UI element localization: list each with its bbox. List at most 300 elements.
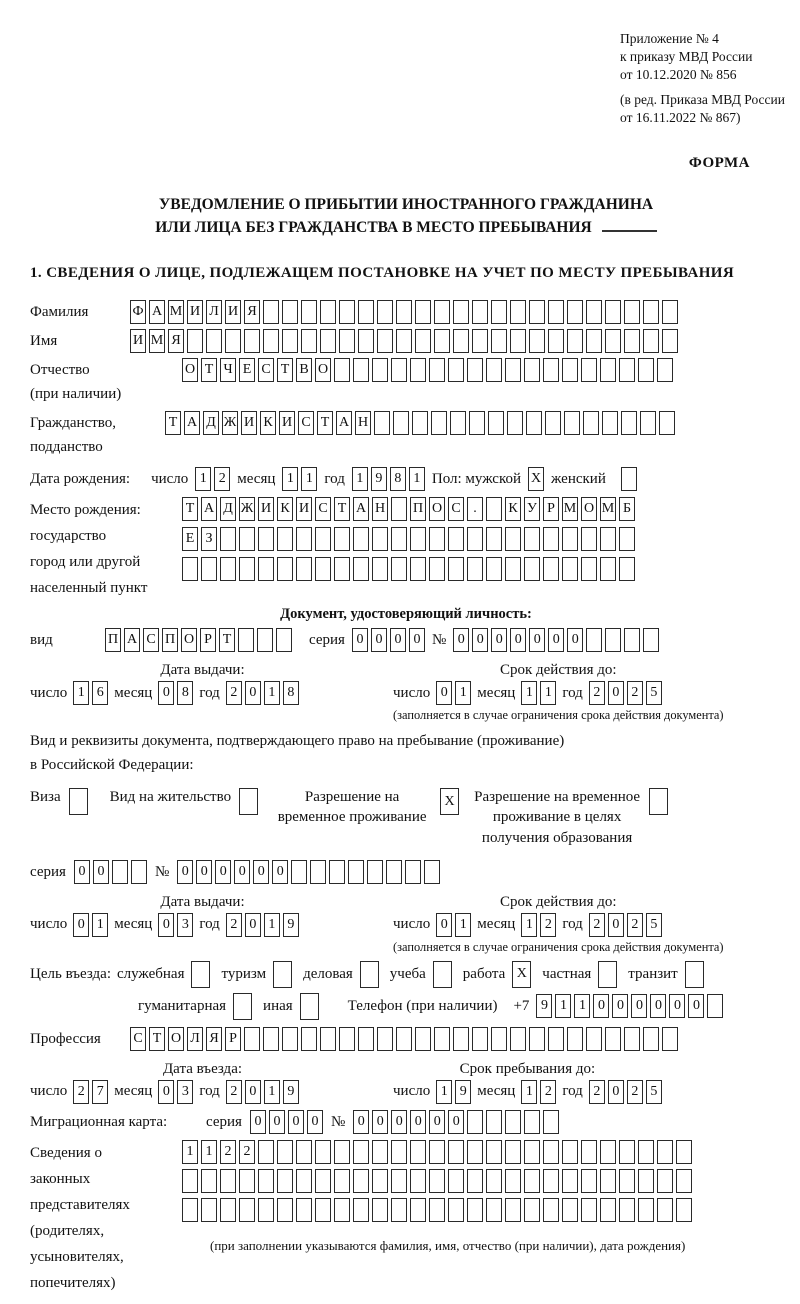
- char-cell[interactable]: Т: [201, 358, 217, 382]
- char-cell[interactable]: 0: [608, 1080, 624, 1104]
- char-cell[interactable]: [393, 411, 409, 435]
- char-cell[interactable]: О: [429, 497, 445, 521]
- char-cell[interactable]: Л: [206, 300, 222, 324]
- char-cell[interactable]: [372, 1169, 388, 1193]
- char-cell[interactable]: А: [353, 497, 369, 521]
- char-cell[interactable]: [372, 358, 388, 382]
- char-cell[interactable]: 0: [93, 860, 109, 884]
- char-cell[interactable]: [429, 527, 445, 551]
- char-cell[interactable]: [643, 628, 659, 652]
- char-cell[interactable]: [486, 1110, 502, 1134]
- char-cell[interactable]: [453, 1027, 469, 1051]
- char-cell[interactable]: [643, 329, 659, 353]
- char-cell[interactable]: [638, 358, 654, 382]
- char-cell[interactable]: [258, 557, 274, 581]
- char-cell[interactable]: [486, 527, 502, 551]
- char-cell[interactable]: [507, 411, 523, 435]
- char-cell[interactable]: [448, 358, 464, 382]
- char-cell[interactable]: [486, 1198, 502, 1222]
- char-cell[interactable]: Т: [182, 497, 198, 521]
- char-cell[interactable]: [448, 557, 464, 581]
- char-cell[interactable]: 1: [521, 1080, 537, 1104]
- char-cell[interactable]: [410, 527, 426, 551]
- char-cell[interactable]: [244, 329, 260, 353]
- char-cell[interactable]: [391, 1169, 407, 1193]
- char-cell[interactable]: [329, 860, 345, 884]
- char-cell[interactable]: [643, 1027, 659, 1051]
- char-cell[interactable]: [448, 527, 464, 551]
- char-cell[interactable]: 1: [73, 681, 89, 705]
- char-cell[interactable]: 0: [215, 860, 231, 884]
- char-cell[interactable]: 2: [589, 1080, 605, 1104]
- char-cell[interactable]: [529, 300, 545, 324]
- char-cell[interactable]: [685, 961, 704, 988]
- char-cell[interactable]: .: [467, 497, 483, 521]
- char-cell[interactable]: [567, 1027, 583, 1051]
- char-cell[interactable]: 1: [264, 1080, 280, 1104]
- char-cell[interactable]: 0: [688, 994, 704, 1018]
- char-cell[interactable]: И: [258, 497, 274, 521]
- char-cell[interactable]: [581, 527, 597, 551]
- char-cell[interactable]: [467, 1169, 483, 1193]
- char-cell[interactable]: 8: [177, 681, 193, 705]
- char-cell[interactable]: Т: [219, 628, 235, 652]
- char-cell[interactable]: [374, 411, 390, 435]
- char-cell[interactable]: [600, 1169, 616, 1193]
- char-cell[interactable]: X: [528, 467, 544, 491]
- char-cell[interactable]: 9: [371, 467, 387, 491]
- char-cell[interactable]: Р: [200, 628, 216, 652]
- char-cell[interactable]: [263, 300, 279, 324]
- char-cell[interactable]: 1: [574, 994, 590, 1018]
- char-cell[interactable]: [491, 1027, 507, 1051]
- char-cell[interactable]: [239, 788, 258, 815]
- char-cell[interactable]: 0: [472, 628, 488, 652]
- char-cell[interactable]: [396, 1027, 412, 1051]
- char-cell[interactable]: [296, 527, 312, 551]
- char-cell[interactable]: П: [162, 628, 178, 652]
- char-cell[interactable]: [543, 1169, 559, 1193]
- char-cell[interactable]: [662, 1027, 678, 1051]
- char-cell[interactable]: [657, 358, 673, 382]
- char-cell[interactable]: [562, 557, 578, 581]
- char-cell[interactable]: [491, 329, 507, 353]
- char-cell[interactable]: [391, 527, 407, 551]
- char-cell[interactable]: [367, 860, 383, 884]
- char-cell[interactable]: Н: [355, 411, 371, 435]
- char-cell[interactable]: [505, 1169, 521, 1193]
- char-cell[interactable]: [358, 300, 374, 324]
- char-cell[interactable]: [586, 1027, 602, 1051]
- char-cell[interactable]: 2: [540, 1080, 556, 1104]
- char-cell[interactable]: [505, 527, 521, 551]
- char-cell[interactable]: [638, 1140, 654, 1164]
- char-cell[interactable]: [657, 1140, 673, 1164]
- char-cell[interactable]: [182, 1169, 198, 1193]
- char-cell[interactable]: 0: [158, 913, 174, 937]
- char-cell[interactable]: [300, 993, 319, 1020]
- char-cell[interactable]: [562, 1198, 578, 1222]
- char-cell[interactable]: [334, 527, 350, 551]
- char-cell[interactable]: [605, 628, 621, 652]
- char-cell[interactable]: 0: [453, 628, 469, 652]
- char-cell[interactable]: [640, 411, 656, 435]
- char-cell[interactable]: [372, 1198, 388, 1222]
- char-cell[interactable]: [472, 300, 488, 324]
- char-cell[interactable]: [353, 527, 369, 551]
- char-cell[interactable]: 1: [264, 913, 280, 937]
- char-cell[interactable]: 8: [283, 681, 299, 705]
- char-cell[interactable]: [486, 1140, 502, 1164]
- char-cell[interactable]: [429, 1169, 445, 1193]
- char-cell[interactable]: [543, 1198, 559, 1222]
- char-cell[interactable]: [296, 1198, 312, 1222]
- char-cell[interactable]: [581, 557, 597, 581]
- char-cell[interactable]: 3: [177, 913, 193, 937]
- char-cell[interactable]: [581, 1198, 597, 1222]
- char-cell[interactable]: В: [296, 358, 312, 382]
- char-cell[interactable]: [239, 1198, 255, 1222]
- char-cell[interactable]: 0: [250, 1110, 266, 1134]
- char-cell[interactable]: 1: [201, 1140, 217, 1164]
- char-cell[interactable]: [282, 1027, 298, 1051]
- char-cell[interactable]: [510, 1027, 526, 1051]
- char-cell[interactable]: 0: [158, 1080, 174, 1104]
- char-cell[interactable]: [405, 860, 421, 884]
- char-cell[interactable]: [334, 557, 350, 581]
- char-cell[interactable]: [339, 329, 355, 353]
- char-cell[interactable]: 0: [608, 681, 624, 705]
- char-cell[interactable]: [276, 628, 292, 652]
- char-cell[interactable]: [524, 557, 540, 581]
- char-cell[interactable]: 2: [589, 913, 605, 937]
- char-cell[interactable]: 1: [282, 467, 298, 491]
- char-cell[interactable]: [567, 300, 583, 324]
- char-cell[interactable]: [638, 1198, 654, 1222]
- char-cell[interactable]: [358, 1027, 374, 1051]
- char-cell[interactable]: [391, 1198, 407, 1222]
- char-cell[interactable]: [453, 300, 469, 324]
- char-cell[interactable]: 6: [92, 681, 108, 705]
- char-cell[interactable]: [524, 1169, 540, 1193]
- char-cell[interactable]: [676, 1140, 692, 1164]
- char-cell[interactable]: И: [241, 411, 257, 435]
- char-cell[interactable]: 1: [301, 467, 317, 491]
- char-cell[interactable]: 2: [226, 913, 242, 937]
- char-cell[interactable]: [239, 557, 255, 581]
- char-cell[interactable]: [220, 527, 236, 551]
- char-cell[interactable]: 2: [540, 913, 556, 937]
- char-cell[interactable]: [415, 329, 431, 353]
- char-cell[interactable]: [583, 411, 599, 435]
- char-cell[interactable]: 0: [567, 628, 583, 652]
- char-cell[interactable]: [334, 358, 350, 382]
- char-cell[interactable]: [315, 527, 331, 551]
- char-cell[interactable]: С: [130, 1027, 146, 1051]
- char-cell[interactable]: [244, 1027, 260, 1051]
- char-cell[interactable]: Т: [277, 358, 293, 382]
- char-cell[interactable]: Д: [203, 411, 219, 435]
- char-cell[interactable]: 1: [436, 1080, 452, 1104]
- char-cell[interactable]: 0: [391, 1110, 407, 1134]
- char-cell[interactable]: [545, 411, 561, 435]
- char-cell[interactable]: 5: [646, 913, 662, 937]
- char-cell[interactable]: 1: [455, 913, 471, 937]
- char-cell[interactable]: [562, 1140, 578, 1164]
- char-cell[interactable]: [258, 1140, 274, 1164]
- char-cell[interactable]: [187, 329, 203, 353]
- char-cell[interactable]: А: [184, 411, 200, 435]
- char-cell[interactable]: М: [149, 329, 165, 353]
- char-cell[interactable]: 1: [555, 994, 571, 1018]
- char-cell[interactable]: [206, 329, 222, 353]
- char-cell[interactable]: [505, 358, 521, 382]
- char-cell[interactable]: [524, 1198, 540, 1222]
- char-cell[interactable]: 0: [612, 994, 628, 1018]
- char-cell[interactable]: [602, 411, 618, 435]
- char-cell[interactable]: [543, 557, 559, 581]
- char-cell[interactable]: [467, 1198, 483, 1222]
- char-cell[interactable]: [238, 628, 254, 652]
- char-cell[interactable]: [320, 300, 336, 324]
- char-cell[interactable]: А: [124, 628, 140, 652]
- char-cell[interactable]: [619, 527, 635, 551]
- char-cell[interactable]: [353, 557, 369, 581]
- char-cell[interactable]: 3: [177, 1080, 193, 1104]
- char-cell[interactable]: Т: [149, 1027, 165, 1051]
- char-cell[interactable]: 2: [627, 681, 643, 705]
- char-cell[interactable]: [543, 1110, 559, 1134]
- char-cell[interactable]: [624, 300, 640, 324]
- char-cell[interactable]: [524, 1140, 540, 1164]
- char-cell[interactable]: 0: [669, 994, 685, 1018]
- char-cell[interactable]: А: [201, 497, 217, 521]
- char-cell[interactable]: О: [182, 358, 198, 382]
- char-cell[interactable]: [543, 1140, 559, 1164]
- char-cell[interactable]: 0: [548, 628, 564, 652]
- char-cell[interactable]: Б: [619, 497, 635, 521]
- char-cell[interactable]: [391, 358, 407, 382]
- char-cell[interactable]: Я: [244, 300, 260, 324]
- char-cell[interactable]: [258, 1169, 274, 1193]
- char-cell[interactable]: 0: [158, 681, 174, 705]
- char-cell[interactable]: [600, 1198, 616, 1222]
- char-cell[interactable]: [621, 467, 637, 491]
- char-cell[interactable]: [429, 557, 445, 581]
- char-cell[interactable]: [415, 1027, 431, 1051]
- char-cell[interactable]: [564, 411, 580, 435]
- char-cell[interactable]: [662, 329, 678, 353]
- char-cell[interactable]: [486, 497, 502, 521]
- char-cell[interactable]: [707, 994, 723, 1018]
- char-cell[interactable]: С: [298, 411, 314, 435]
- char-cell[interactable]: [524, 1110, 540, 1134]
- char-cell[interactable]: [600, 557, 616, 581]
- char-cell[interactable]: [131, 860, 147, 884]
- char-cell[interactable]: 2: [226, 681, 242, 705]
- char-cell[interactable]: П: [105, 628, 121, 652]
- char-cell[interactable]: [619, 1169, 635, 1193]
- char-cell[interactable]: [396, 300, 412, 324]
- char-cell[interactable]: [386, 860, 402, 884]
- char-cell[interactable]: [676, 1169, 692, 1193]
- char-cell[interactable]: Т: [317, 411, 333, 435]
- char-cell[interactable]: [372, 557, 388, 581]
- char-cell[interactable]: 0: [448, 1110, 464, 1134]
- char-cell[interactable]: Р: [225, 1027, 241, 1051]
- char-cell[interactable]: [360, 961, 379, 988]
- char-cell[interactable]: О: [315, 358, 331, 382]
- char-cell[interactable]: 1: [521, 681, 537, 705]
- char-cell[interactable]: [491, 300, 507, 324]
- char-cell[interactable]: [526, 411, 542, 435]
- char-cell[interactable]: К: [505, 497, 521, 521]
- char-cell[interactable]: И: [225, 300, 241, 324]
- char-cell[interactable]: И: [296, 497, 312, 521]
- char-cell[interactable]: 0: [650, 994, 666, 1018]
- char-cell[interactable]: [434, 300, 450, 324]
- char-cell[interactable]: С: [258, 358, 274, 382]
- char-cell[interactable]: О: [581, 497, 597, 521]
- char-cell[interactable]: [581, 358, 597, 382]
- char-cell[interactable]: [310, 860, 326, 884]
- char-cell[interactable]: [486, 1169, 502, 1193]
- char-cell[interactable]: 1: [521, 913, 537, 937]
- char-cell[interactable]: [649, 788, 668, 815]
- char-cell[interactable]: [548, 1027, 564, 1051]
- char-cell[interactable]: [598, 961, 617, 988]
- char-cell[interactable]: 8: [390, 467, 406, 491]
- char-cell[interactable]: [467, 1110, 483, 1134]
- char-cell[interactable]: 0: [353, 1110, 369, 1134]
- char-cell[interactable]: С: [143, 628, 159, 652]
- char-cell[interactable]: [258, 1198, 274, 1222]
- char-cell[interactable]: 2: [627, 1080, 643, 1104]
- char-cell[interactable]: [315, 1140, 331, 1164]
- char-cell[interactable]: [643, 300, 659, 324]
- char-cell[interactable]: [233, 993, 252, 1020]
- char-cell[interactable]: Н: [372, 497, 388, 521]
- char-cell[interactable]: 0: [631, 994, 647, 1018]
- char-cell[interactable]: [291, 860, 307, 884]
- char-cell[interactable]: [182, 557, 198, 581]
- char-cell[interactable]: 0: [436, 913, 452, 937]
- char-cell[interactable]: Ж: [239, 497, 255, 521]
- char-cell[interactable]: [562, 1169, 578, 1193]
- char-cell[interactable]: [431, 411, 447, 435]
- char-cell[interactable]: [358, 329, 374, 353]
- char-cell[interactable]: 0: [288, 1110, 304, 1134]
- char-cell[interactable]: Ч: [220, 358, 236, 382]
- char-cell[interactable]: 9: [455, 1080, 471, 1104]
- char-cell[interactable]: [505, 1140, 521, 1164]
- char-cell[interactable]: [273, 961, 292, 988]
- char-cell[interactable]: [543, 358, 559, 382]
- char-cell[interactable]: [182, 1198, 198, 1222]
- char-cell[interactable]: [429, 358, 445, 382]
- char-cell[interactable]: Р: [543, 497, 559, 521]
- char-cell[interactable]: М: [600, 497, 616, 521]
- char-cell[interactable]: [510, 329, 526, 353]
- char-cell[interactable]: 1: [264, 681, 280, 705]
- char-cell[interactable]: [434, 329, 450, 353]
- char-cell[interactable]: [377, 329, 393, 353]
- char-cell[interactable]: А: [336, 411, 352, 435]
- char-cell[interactable]: [353, 1169, 369, 1193]
- char-cell[interactable]: Е: [182, 527, 198, 551]
- char-cell[interactable]: [448, 1140, 464, 1164]
- char-cell[interactable]: [486, 557, 502, 581]
- char-cell[interactable]: 1: [409, 467, 425, 491]
- char-cell[interactable]: [486, 358, 502, 382]
- char-cell[interactable]: [624, 1027, 640, 1051]
- char-cell[interactable]: 5: [646, 681, 662, 705]
- char-cell[interactable]: 0: [390, 628, 406, 652]
- char-cell[interactable]: 0: [253, 860, 269, 884]
- char-cell[interactable]: [277, 1169, 293, 1193]
- char-cell[interactable]: [296, 1169, 312, 1193]
- char-cell[interactable]: Т: [334, 497, 350, 521]
- char-cell[interactable]: 0: [529, 628, 545, 652]
- char-cell[interactable]: [277, 527, 293, 551]
- char-cell[interactable]: [453, 329, 469, 353]
- char-cell[interactable]: 2: [73, 1080, 89, 1104]
- char-cell[interactable]: 0: [245, 913, 261, 937]
- char-cell[interactable]: 0: [510, 628, 526, 652]
- char-cell[interactable]: [638, 1169, 654, 1193]
- char-cell[interactable]: Ф: [130, 300, 146, 324]
- char-cell[interactable]: [69, 788, 88, 815]
- char-cell[interactable]: [239, 527, 255, 551]
- char-cell[interactable]: 1: [182, 1140, 198, 1164]
- char-cell[interactable]: [410, 1198, 426, 1222]
- char-cell[interactable]: Л: [187, 1027, 203, 1051]
- char-cell[interactable]: [524, 358, 540, 382]
- char-cell[interactable]: [467, 1140, 483, 1164]
- char-cell[interactable]: 0: [269, 1110, 285, 1134]
- char-cell[interactable]: [567, 329, 583, 353]
- char-cell[interactable]: 0: [410, 1110, 426, 1134]
- char-cell[interactable]: [619, 1198, 635, 1222]
- char-cell[interactable]: [201, 557, 217, 581]
- char-cell[interactable]: 2: [226, 1080, 242, 1104]
- char-cell[interactable]: [548, 300, 564, 324]
- char-cell[interactable]: [469, 411, 485, 435]
- char-cell[interactable]: [624, 329, 640, 353]
- char-cell[interactable]: [472, 329, 488, 353]
- char-cell[interactable]: [201, 1169, 217, 1193]
- char-cell[interactable]: [353, 1198, 369, 1222]
- char-cell[interactable]: [391, 557, 407, 581]
- char-cell[interactable]: [296, 557, 312, 581]
- char-cell[interactable]: [410, 557, 426, 581]
- char-cell[interactable]: К: [277, 497, 293, 521]
- char-cell[interactable]: [334, 1198, 350, 1222]
- char-cell[interactable]: [488, 411, 504, 435]
- char-cell[interactable]: [263, 1027, 279, 1051]
- char-cell[interactable]: [301, 300, 317, 324]
- char-cell[interactable]: Т: [165, 411, 181, 435]
- char-cell[interactable]: Д: [220, 497, 236, 521]
- char-cell[interactable]: [424, 860, 440, 884]
- char-cell[interactable]: [529, 1027, 545, 1051]
- char-cell[interactable]: 0: [245, 681, 261, 705]
- char-cell[interactable]: [619, 358, 635, 382]
- char-cell[interactable]: [450, 411, 466, 435]
- char-cell[interactable]: Е: [239, 358, 255, 382]
- char-cell[interactable]: X: [512, 961, 531, 988]
- char-cell[interactable]: [600, 1140, 616, 1164]
